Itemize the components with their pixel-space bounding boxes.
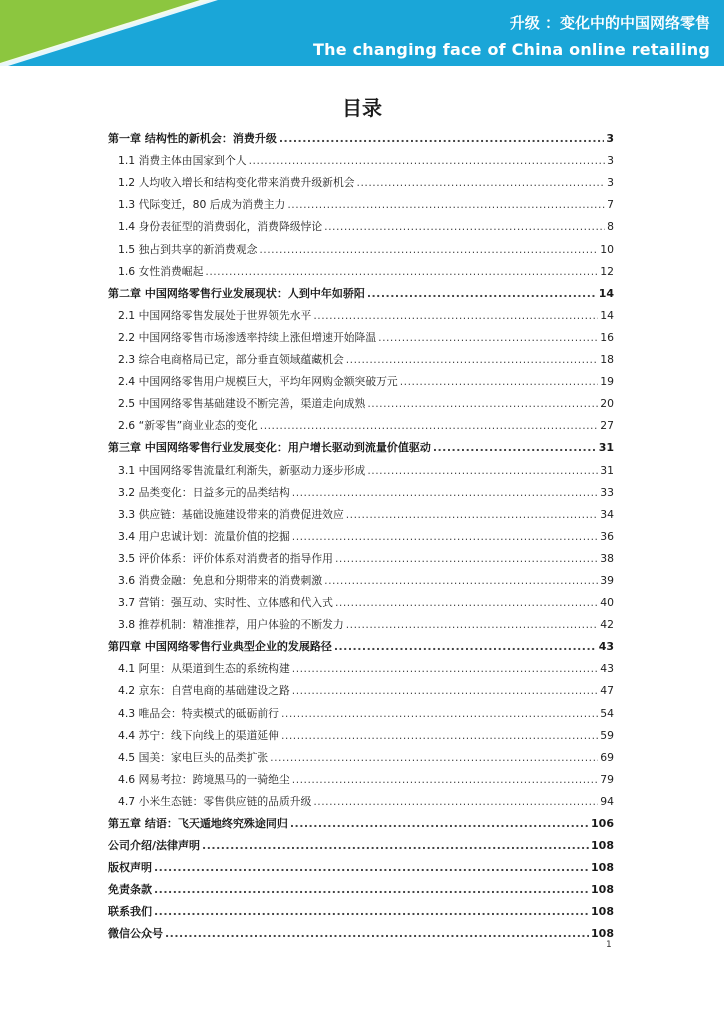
toc-entry-page: 38 xyxy=(600,551,614,565)
toc-entry-page: 16 xyxy=(600,330,614,344)
toc-entry-text: 版权声明 xyxy=(108,861,152,875)
toc-entry-page: 10 xyxy=(600,242,614,256)
toc-section-entry[interactable] xyxy=(108,478,614,500)
toc-leader-dots xyxy=(154,905,589,919)
toc-section-entry[interactable] xyxy=(108,389,614,411)
toc-entry-text: 微信公众号 xyxy=(108,927,163,941)
toc-entry-text: 第四章 中国网络零售行业典型企业的发展路径 xyxy=(108,640,332,654)
toc-leader-dots xyxy=(154,883,589,897)
toc-entry-text: 1.6 女性消费崛起 xyxy=(118,264,204,278)
toc-leader-dots xyxy=(324,220,605,234)
toc-leader-dots xyxy=(313,309,598,323)
toc-leader-dots xyxy=(313,795,598,809)
toc-leader-dots xyxy=(335,596,598,610)
toc-leader-dots xyxy=(260,419,598,433)
toc-leader-dots xyxy=(287,198,605,212)
toc-entry-text: 1.2 人均收入增长和结构变化带来消费升级新机会 xyxy=(118,176,355,190)
toc-entry-text: 联系我们 xyxy=(108,905,152,919)
toc-section-entry[interactable] xyxy=(108,190,614,212)
toc-entry-text: 4.2 京东：自营电商的基础建设之路 xyxy=(118,684,290,698)
toc-entry-page: 43 xyxy=(600,662,614,676)
toc-chapter-entry[interactable] xyxy=(108,897,614,919)
toc-entry-page: 43 xyxy=(598,640,614,654)
toc-leader-dots xyxy=(378,331,598,345)
toc-entry-page: 27 xyxy=(600,419,614,433)
toc-entry-text: 3.8 推荐机制：精准推荐，用户体验的不断发力 xyxy=(118,618,344,632)
toc-leader-dots xyxy=(346,618,599,632)
toc-leader-dots xyxy=(290,817,589,831)
toc-entry-page: 39 xyxy=(600,573,614,587)
toc-leader-dots xyxy=(433,441,597,455)
toc-leader-dots xyxy=(281,729,598,743)
toc-chapter-entry[interactable] xyxy=(108,875,614,897)
toc-section-entry[interactable] xyxy=(108,610,614,632)
toc-entry-page: 42 xyxy=(600,618,614,632)
toc-leader-dots xyxy=(202,839,589,853)
toc-entry-text: 3.7 营销：强互动、实时性、立体感和代入式 xyxy=(118,596,333,610)
toc-section-entry[interactable] xyxy=(108,522,614,544)
toc-entry-text: 1.5 独占到共享的新消费观念 xyxy=(118,242,258,256)
toc-entry-text: 免责条款 xyxy=(108,883,152,897)
toc-entry-page: 40 xyxy=(600,596,614,610)
toc-entry-page: 33 xyxy=(600,485,614,499)
toc-entry-text: 第五章 结语：飞天遁地终究殊途同归 xyxy=(108,817,288,830)
toc-leader-dots xyxy=(324,574,598,588)
toc-entry-page: 3 xyxy=(606,132,614,146)
toc-entry-page: 106 xyxy=(591,817,614,830)
toc-entry-page: 20 xyxy=(600,397,614,411)
toc-chapter-entry[interactable] xyxy=(108,433,614,455)
toc-entry-page: 31 xyxy=(598,441,614,455)
toc-entry-page: 31 xyxy=(600,463,614,477)
toc-leader-dots xyxy=(334,640,597,654)
toc-section-entry[interactable] xyxy=(108,301,614,323)
toc-entry-text: 3.5 评价体系：评价体系对消费者的指导作用 xyxy=(118,551,333,565)
toc-entry-page: 3 xyxy=(607,154,614,168)
toc-leader-dots xyxy=(281,707,598,721)
toc-section-entry[interactable] xyxy=(108,168,614,190)
toc-title: 目录 xyxy=(342,96,382,120)
toc-entry-page: 36 xyxy=(600,529,614,543)
toc-section-entry[interactable] xyxy=(108,212,614,234)
toc-section-entry[interactable] xyxy=(108,544,614,566)
toc-section-entry[interactable] xyxy=(108,146,614,168)
toc-leader-dots xyxy=(154,861,589,875)
toc-section-entry[interactable] xyxy=(108,698,614,720)
toc-entry-page: 34 xyxy=(600,507,614,521)
toc-chapter-entry[interactable] xyxy=(108,632,614,654)
toc-section-entry[interactable] xyxy=(108,654,614,676)
toc-entry-text: 第一章 结构性的新机会：消费升级 xyxy=(108,132,277,146)
toc-entry-text: 2.4 中国网络零售用户规模巨大，平均年网购金额突破万元 xyxy=(118,375,398,389)
toc-section-entry[interactable] xyxy=(108,787,614,809)
toc-entry-text: 4.5 国美：家电巨头的品类扩张 xyxy=(118,750,269,764)
toc-section-entry[interactable] xyxy=(108,234,614,256)
toc-entry-page: 94 xyxy=(600,794,614,808)
toc-entry-text: 3.1 中国网络零售流量红利渐失，新驱动力逐步形成 xyxy=(118,463,366,477)
toc-entry-page: 59 xyxy=(600,728,614,742)
toc-entry-text: 2.3 综合电商格局已定，部分垂直领域蕴藏机会 xyxy=(118,353,344,367)
toc-entry-text: 2.5 中国网络零售基础建设不断完善，渠道走向成熟 xyxy=(118,397,366,411)
toc-entry-text: 1.4 身份表征型的消费弱化，消费降级悖论 xyxy=(118,220,323,234)
toc-chapter-entry[interactable] xyxy=(108,831,614,853)
toc-leader-dots xyxy=(400,375,599,389)
toc-leader-dots xyxy=(165,927,589,941)
toc-leader-dots xyxy=(367,464,598,478)
toc-entry-text: 4.4 苏宁：线下向线上的渠道延伸 xyxy=(118,728,279,742)
toc-entry-page: 108 xyxy=(591,861,614,875)
toc-leader-dots xyxy=(367,287,597,301)
toc-section-entry[interactable] xyxy=(108,345,614,367)
toc-entry-text: 3.2 品类变化：日益多元的品类结构 xyxy=(118,485,290,499)
toc-leader-dots xyxy=(346,508,599,522)
toc-leader-dots xyxy=(205,265,598,279)
toc-entry-page: 47 xyxy=(600,684,614,698)
toc-chapter-entry[interactable] xyxy=(108,919,614,941)
toc-entry-page: 108 xyxy=(591,927,614,941)
toc-entry-text: 2.2 中国网络零售市场渗透率持续上涨但增速开始降温 xyxy=(118,330,377,344)
toc-section-entry[interactable] xyxy=(108,588,614,610)
toc-entry-page: 79 xyxy=(600,772,614,786)
toc-leader-dots xyxy=(292,773,598,787)
toc-section-entry[interactable] xyxy=(108,455,614,477)
toc-leader-dots xyxy=(346,353,599,367)
toc-entry-text: 2.1 中国网络零售发展处于世界领先水平 xyxy=(118,308,312,322)
toc-section-entry[interactable] xyxy=(108,566,614,588)
toc-entry-text: 4.3 唯品会：特卖模式的砥砺前行 xyxy=(118,706,279,720)
header-banner xyxy=(0,0,724,66)
toc-leader-dots xyxy=(367,397,598,411)
toc-entry-text: 3.6 消费金融：免息和分期带来的消费刺激 xyxy=(118,573,323,587)
toc-section-entry[interactable] xyxy=(108,721,614,743)
toc-section-entry[interactable] xyxy=(108,765,614,787)
toc-entry-text: 3.4 用户忠诚计划：流量价值的挖掘 xyxy=(118,529,290,543)
toc-section-entry[interactable] xyxy=(108,257,614,279)
toc-leader-dots xyxy=(270,751,598,765)
toc-section-entry[interactable] xyxy=(108,323,614,345)
toc-entry-text: 公司介绍/法律声明 xyxy=(108,839,201,853)
toc-entry-page: 8 xyxy=(607,220,614,234)
toc-entry-text: 1.1 消费主体由国家到个人 xyxy=(118,154,247,168)
toc-entry-page: 18 xyxy=(600,353,614,367)
toc-entry-page: 108 xyxy=(591,905,614,919)
toc-entry-page: 7 xyxy=(607,198,614,212)
toc-section-entry[interactable] xyxy=(108,367,614,389)
toc-entry-page: 14 xyxy=(600,308,614,322)
toc-section-entry[interactable] xyxy=(108,411,614,433)
toc-entry-page: 14 xyxy=(598,286,614,300)
toc-section-entry[interactable] xyxy=(108,676,614,698)
toc-section-entry[interactable] xyxy=(108,500,614,522)
toc-entry-page: 12 xyxy=(600,264,614,278)
toc-leader-dots xyxy=(335,552,598,566)
table-of-contents xyxy=(108,124,614,941)
toc-entry-text: 3.3 供应链：基础设施建设带来的消费促进效应 xyxy=(118,507,344,521)
toc-leader-dots xyxy=(259,243,598,257)
toc-entry-text: 1.3 代际变迁，80 后成为消费主力 xyxy=(118,198,286,212)
toc-chapter-entry[interactable] xyxy=(108,124,614,146)
toc-chapter-entry[interactable] xyxy=(108,809,614,831)
toc-leader-dots xyxy=(279,132,605,146)
toc-leader-dots xyxy=(292,486,598,500)
header-title-cn: 升级 ：变化中的中国网络零售 xyxy=(509,14,710,32)
toc-leader-dots xyxy=(357,176,606,190)
toc-leader-dots xyxy=(292,530,598,544)
toc-entry-page: 69 xyxy=(600,750,614,764)
toc-entry-page: 108 xyxy=(591,883,614,897)
header-title-en: The changing face of China online retailing xyxy=(313,40,710,59)
toc-section-entry[interactable] xyxy=(108,743,614,765)
toc-entry-text: 4.1 阿里：从渠道到生态的系统构建 xyxy=(118,662,290,676)
toc-leader-dots xyxy=(292,684,598,698)
toc-entry-text: 第二章 中国网络零售行业发展现状：人到中年如骄阳 xyxy=(108,286,365,300)
toc-entry-text: 4.7 小米生态链：零售供应链的品质升级 xyxy=(118,794,312,808)
toc-entry-page: 108 xyxy=(591,839,614,853)
page-number: 1 xyxy=(606,940,612,950)
toc-entry-text: 2.6 “新零售”商业业态的变化 xyxy=(118,419,258,433)
toc-entry-page: 54 xyxy=(600,706,614,720)
toc-leader-dots xyxy=(249,154,606,168)
toc-chapter-entry[interactable] xyxy=(108,853,614,875)
toc-entry-text: 第三章 中国网络零售行业发展变化：用户增长驱动到流量价值驱动 xyxy=(108,441,431,455)
toc-chapter-entry[interactable] xyxy=(108,279,614,301)
toc-entry-text: 4.6 网易考拉：跨境黑马的一骑绝尘 xyxy=(118,772,290,786)
toc-entry-page: 3 xyxy=(607,176,614,190)
toc-entry-page: 19 xyxy=(600,375,614,389)
toc-leader-dots xyxy=(292,662,598,676)
